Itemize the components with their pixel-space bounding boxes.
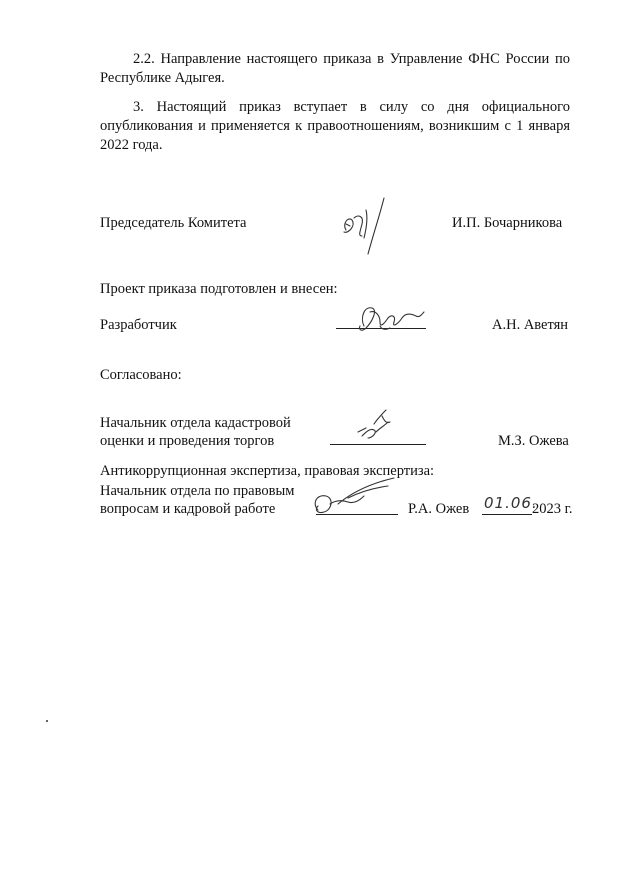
date-line — [482, 514, 532, 515]
developer-name: А.Н. Аветян — [492, 317, 569, 333]
paragraph-2-2 — [100, 50, 570, 88]
developer-signature — [350, 300, 430, 336]
legal-head-name: Р.А. Ожев — [408, 501, 470, 517]
cadastral-head-title-line1: Начальник отдела кадастровой — [100, 415, 291, 431]
agreed-label: Согласовано: — [100, 367, 182, 383]
handwritten-date: 01.06. — [484, 494, 538, 512]
legal-head-title-line1: Начальник отдела по правовым — [100, 483, 295, 499]
paragraph-2-2-line2: Республике Адыгея. — [100, 70, 225, 86]
prepared-label: Проект приказа подготовлен и внесен: — [100, 281, 338, 297]
chairman-title: Председатель Комитета — [100, 215, 247, 231]
scan-speck — [46, 720, 48, 722]
chairman-name: И.П. Бочарникова — [452, 215, 563, 231]
developer-title: Разработчик — [100, 317, 177, 333]
cadastral-signature — [352, 402, 402, 446]
legal-signature — [308, 474, 404, 518]
date-suffix: 2023 г. — [532, 501, 573, 517]
paragraph-3-line1: 3. Настоящий приказ вступает в силу со дня официального — [133, 99, 570, 115]
paragraph-2-2-line1: 2.2. Направление настоящего приказа в Управление ФНС России по — [133, 51, 570, 67]
paragraph-3-line3: 2022 года. — [100, 137, 163, 153]
chairman-signature — [338, 196, 398, 258]
legal-head-title-line2: вопросам и кадровой работе — [100, 501, 276, 517]
paragraph-3 — [100, 98, 570, 155]
cadastral-head-name: М.З. Ожева — [498, 433, 569, 449]
expertise-label: Антикоррупционная экспертиза, правовая экспертиза: — [100, 463, 435, 479]
cadastral-head-title-line2: оценки и проведения торгов — [100, 433, 275, 449]
paragraph-3-line2: опубликования и применяется к правоотношениям, возникшим с 1 января — [100, 118, 570, 134]
